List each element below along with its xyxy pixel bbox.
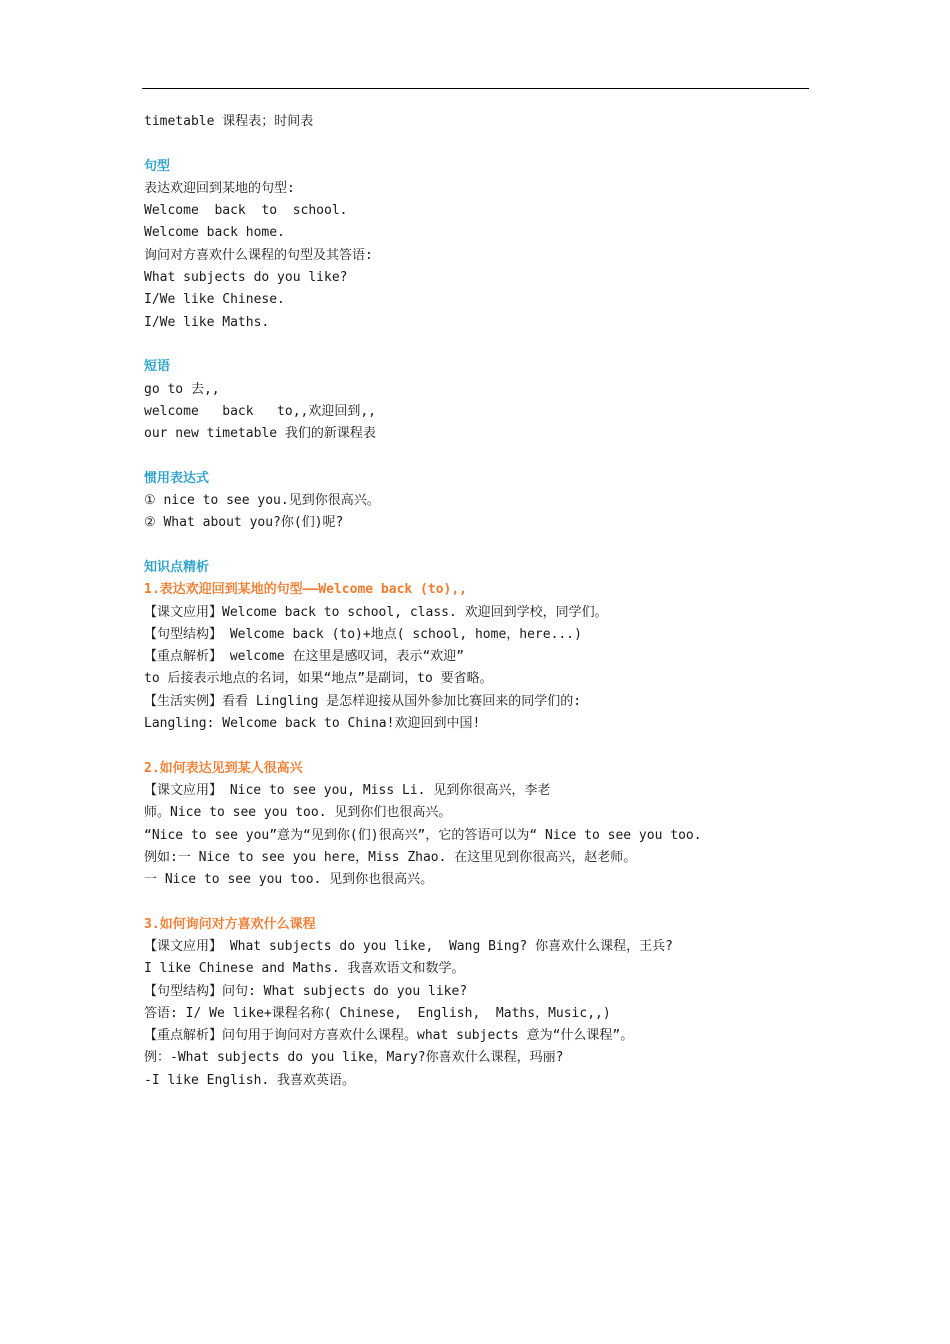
vocab-timetable: timetable 课程表；时间表 [144,114,314,129]
point2-title: 2.如何表达见到某人很高兴 [144,760,303,776]
sentence-line: 询问对方喜欢什么课程的句型及其答语: [144,247,373,263]
phrase-line: welcome back to,,欢迎回到,, [144,403,377,419]
point3-line: I like Chinese and Maths. 我喜欢语文和数学。 [144,961,465,977]
point3-title: 3.如何询问对方喜欢什么课程 [144,916,316,932]
sentence-line: Welcome back to school. [144,203,348,219]
idiom-line: ② What about you?你(们)呢? [144,515,344,531]
point1-title: 1.表达欢迎回到某地的句型——Welcome back (to),, [144,582,468,598]
phrase-line: go to 去,, [144,381,220,397]
idioms-heading: 惯用表达式 [144,470,210,486]
point3-line: 【重点解析】问句用于询问对方喜欢什么课程。what subjects 意为“什么课程”。 [144,1028,634,1044]
document-body [144,111,804,1092]
point3-line: 【句型结构】问句: What subjects do you like? [144,983,468,999]
analysis-heading: 知识点精析 [144,559,210,575]
phrase-line: our new timetable 我们的新课程表 [144,426,376,442]
sentence-line: I/We like Chinese. [144,292,285,308]
point1-line: to 后接表示地点的名词，如果“地点”是副词，to 要省略。 [144,671,493,687]
point2-line: “Nice to see you”意为“见到你(们)很高兴”，它的答语可以为“ Nice to see you too. [144,827,702,843]
point3-line: -I like English. 我喜欢英语。 [144,1072,356,1088]
sentence-line: Welcome back home. [144,225,285,241]
point3-line: 【课文应用】 What subjects do you like, Wang Bing? 你喜欢什么课程，王兵? [144,938,673,954]
sentence-line: What subjects do you like? [144,270,348,286]
sentence-line: 表达欢迎回到某地的句型: [144,180,295,196]
idiom-line: ① nice to see you.见到你很高兴。 [144,493,380,509]
header-rule [142,88,809,89]
sentence-patterns-heading: 句型 [144,158,171,174]
point2-line: 一 Nice to see you too. 见到你也很高兴。 [144,872,434,888]
point1-line: 【重点解析】 welcome 在这里是感叹词，表示“欢迎” [144,649,465,665]
point1-line: 【生活实例】看看 Lingling 是怎样迎接从国外参加比赛回来的同学们的: [144,693,582,709]
point2-line: 例如:一 Nice to see you here，Miss Zhao. 在这里见到你很高兴，赵老师。 [144,849,637,865]
point1-line: 【课文应用】Welcome back to school, class. 欢迎回到学校，同学们。 [144,604,608,620]
point1-line: 【句型结构】 Welcome back (to)+地点( school, home，here...) [144,626,582,642]
sentence-line: I/We like Maths. [144,314,270,330]
point3-line: 例：-What subjects do you like，Mary?你喜欢什么课程，玛丽? [144,1050,564,1066]
point2-line: 【课文应用】 Nice to see you, Miss Li. 见到你很高兴，李老 [144,782,551,798]
point1-line: Langling: Welcome back to China!欢迎回到中国! [144,716,481,732]
point3-line: 答语: I/ We like+课程名称( Chinese, English, Maths，Music,,) [144,1005,611,1021]
phrases-heading: 短语 [144,359,171,375]
point2-line: 师。Nice to see you too. 见到你们也很高兴。 [144,805,452,821]
